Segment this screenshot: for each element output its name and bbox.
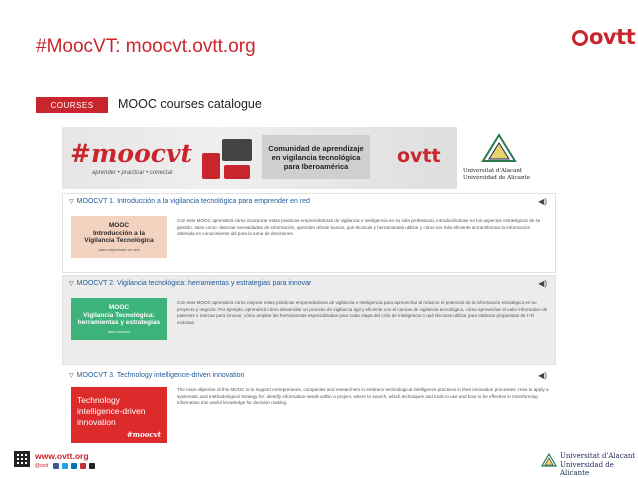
facebook-icon[interactable] — [53, 463, 59, 469]
thumb-subtitle: para emprender en red — [98, 246, 140, 252]
chevron-down-icon: ▽ — [69, 199, 74, 205]
footer-university-emblem-icon — [541, 453, 557, 467]
footer-url[interactable]: www.ovtt.org — [35, 451, 89, 461]
university-line: Universitat d'Alacant — [560, 452, 636, 460]
thumb-line: Vigilancia Tecnológica: — [83, 311, 155, 319]
ovtt-logo-mark-icon — [572, 30, 588, 46]
community-line: para Iberoamérica — [283, 161, 349, 171]
course-title: MOOCVT 2. Vigilancia tecnológica: herramientas y estrategias para innovar — [76, 280, 312, 287]
section-badge: COURSES — [36, 97, 108, 113]
catalogue-screenshot — [62, 127, 556, 443]
footer-social — [35, 463, 95, 469]
thumb-hashtag: #moocvt — [126, 430, 161, 439]
course-thumbnail[interactable] — [71, 387, 167, 443]
banner-main — [62, 127, 457, 189]
section-title: MOOC courses catalogue — [118, 97, 262, 111]
footer-university-name — [560, 452, 638, 478]
qr-code-icon — [14, 451, 30, 467]
course-item[interactable] — [62, 367, 556, 443]
thumb-line: MOOC — [108, 304, 130, 312]
thumb-line: innovation — [77, 417, 116, 427]
ovtt-logo-text: ovtt — [589, 25, 636, 49]
university-emblem-icon — [479, 133, 519, 165]
slide-title: #MoocVT: moocvt.ovtt.org — [36, 36, 256, 57]
thumb-line: Vigilancia Tecnológica — [84, 237, 154, 245]
course-description: Con este MOOC aprenderá cómo incorporar estas prácticas emprendedoras de vigilancia e inteligencia en su vida profesional, introduciéndose en los aspectos estratégicos de su gestión, tales como: detectar necesidades de información, aprender dónde buscar, qué técnicas y herramientas utilizar y cómo ser más eficiente al transformar la información obtenida en conocimiento útil para la toma de decisiones. — [177, 218, 541, 236]
thumb-line: Introducción a la — [92, 229, 145, 237]
mooc-banner — [62, 127, 556, 189]
course-thumbnail[interactable] — [71, 216, 167, 258]
chevron-down-icon: ▽ — [69, 373, 74, 379]
ovtt-logo — [572, 26, 635, 48]
thumb-subtitle: para innovar — [107, 328, 131, 334]
course-thumbnail[interactable] — [71, 298, 167, 340]
thumb-line: intelligence-driven — [77, 406, 146, 416]
banner-university — [457, 127, 556, 189]
course-title: MOOCVT 1. Introducción a la vigilancia tecnológica para emprender en red — [76, 198, 310, 205]
course-description: Con este MOOC aprenderá cómo mejorar estas prácticas emprendedoras de vigilancia e inteligencia para aprovechar al máximo el potencial de la información estratégica en su proyecto y negocio. Por ejemplo, aprenderá cómo desarrollar un proceso de vigilancia ágil y eficiente con el canvas de vigilancia tecnológica, cómo aprovechar el valor informativo de patentes o marcas para innovar, cómo ampliar las herramientas especializadas para cada etapa del ciclo de inteligencia o qué técnicas utilizar para elaborar propuestas de I+D exitosas. — [177, 300, 548, 325]
course-title-link[interactable] — [69, 372, 244, 379]
university-line: Universidad de Alicante — [463, 175, 530, 181]
university-line: Universitat d'Alacant — [463, 168, 523, 174]
university-line: Universidad de Alicante — [560, 460, 614, 477]
thumb-line: MOOC — [108, 222, 130, 230]
banner-subtitle: aprender • practicar • conectar — [92, 170, 173, 176]
course-item[interactable] — [62, 275, 556, 365]
banner-hashtag: #moocvt — [70, 139, 193, 168]
speaker-icon[interactable]: ◀) — [538, 371, 547, 380]
footer-handle: @ovtt — [35, 463, 49, 469]
youtube-icon[interactable] — [80, 463, 86, 469]
banner-ovtt-logo: ovtt — [397, 145, 441, 167]
course-title-link[interactable] — [69, 280, 311, 287]
course-description: The main objective of this MOOC is to support entrepreneurs, companies and researchers in embrace technological intelligence practices in their innovation processes. How to apply a systematic and methodological strategy for: identify information needs within a project, where to search, which techniques and tools to use and how to be effective in transforming information into useful knowledge for decision making. — [177, 387, 549, 405]
course-title-link[interactable] — [69, 198, 310, 205]
banner-university-name — [463, 168, 530, 182]
devices-illustration-icon — [202, 135, 254, 181]
banner-community-box — [262, 135, 370, 179]
course-item[interactable] — [62, 193, 556, 273]
twitter-icon[interactable] — [62, 463, 68, 469]
community-line: Comunidad de aprendizaje — [268, 143, 364, 153]
thumb-line: Technology — [77, 395, 121, 405]
linkedin-icon[interactable] — [71, 463, 77, 469]
course-title: MOOCVT 3. Technology intelligence-driven innovation — [76, 372, 245, 379]
speaker-icon[interactable]: ◀) — [538, 279, 547, 288]
slideshare-icon[interactable] — [89, 463, 95, 469]
speaker-icon[interactable]: ◀) — [538, 197, 547, 206]
thumb-line: herramientas y estrategias — [77, 319, 161, 327]
chevron-down-icon: ▽ — [69, 281, 74, 287]
community-line: en vigilancia tecnológica — [271, 152, 361, 162]
